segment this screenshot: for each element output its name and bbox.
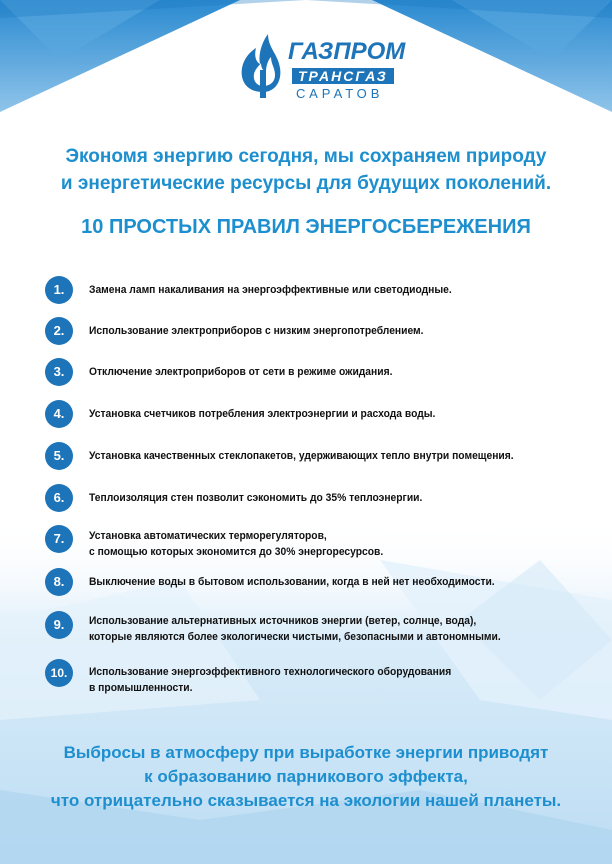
rule-text-line-2: которые являются более экологически чистыми, безопасными и автономными. <box>89 631 501 643</box>
headline-line-2: и энергетические ресурсы для будущих поколений. <box>60 173 552 194</box>
rule-text <box>89 282 549 298</box>
rule-text-line-1: Установка автоматических терморегуляторов, <box>89 530 327 542</box>
rule-text-line-2: с помощью которых экономится до 30% энергоресурсов. <box>89 546 384 558</box>
headline <box>0 143 612 197</box>
rule-text <box>89 613 549 645</box>
rules-title: 10 ПРОСТЫХ ПРАВИЛ ЭНЕРГОСБЕРЕЖЕНИЯ <box>81 216 531 238</box>
rule-text-line-2: в промышленности. <box>89 682 193 694</box>
rule-number-badge: 6. <box>45 484 73 512</box>
flame-icon <box>238 30 288 110</box>
rule-number-badge: 5. <box>45 442 73 470</box>
footer-line-1: Выбросы в атмосферу при выработке энергии приводят <box>63 743 549 762</box>
rule-text-line-1: Отключение электроприборов от сети в режиме ожидания. <box>89 366 393 378</box>
rule-number-badge: 9. <box>45 611 73 639</box>
rule-text-line-1: Теплоизоляция стен позволит сэкономить до 35% теплоэнергии. <box>89 492 423 504</box>
footer-line-2: к образованию парникового эффекта, <box>144 767 468 786</box>
rule-text-line-1: Использование электроприборов с низким энергопотреблением. <box>89 325 424 337</box>
headline-line-1: Экономя энергию сегодня, мы сохраняем природу <box>65 146 547 167</box>
logo-subtitle: ТРАНСГАЗ <box>292 68 394 84</box>
rule-number-badge: 10. <box>45 659 73 687</box>
rule-text-line-1: Использование альтернативных источников энергии (ветер, солнце, вода), <box>89 615 477 627</box>
rule-text-line-1: Установка счетчиков потребления электроэнергии и расхода воды. <box>89 408 436 420</box>
rule-number-badge: 8. <box>45 568 73 596</box>
logo-wordmark: ГАЗПРОМ <box>288 38 406 65</box>
rule-text <box>89 364 549 380</box>
rule-text <box>89 574 549 590</box>
rule-text <box>89 406 549 422</box>
footer-message <box>0 741 612 813</box>
rule-text-line-1: Замена ламп накаливания на энергоэффективные или светодиодные. <box>89 284 452 296</box>
rule-text <box>89 490 549 506</box>
rule-text-line-1: Установка качественных стеклопакетов, удерживающих тепло внутри помещения. <box>89 450 514 462</box>
rule-text <box>89 664 549 696</box>
logo-city: САРАТОВ <box>296 86 384 101</box>
rule-number-badge: 2. <box>45 317 73 345</box>
footer-line-3: что отрицательно сказывается на экологии нашей планеты. <box>50 791 562 810</box>
rule-text <box>89 528 549 560</box>
rule-text <box>89 448 549 464</box>
gazprom-logo <box>238 30 406 110</box>
rule-text <box>89 323 549 339</box>
rule-text-line-1: Использование энергоэффективного технологического оборудования <box>89 666 452 678</box>
rule-number-badge: 3. <box>45 358 73 386</box>
rule-number-badge: 7. <box>45 525 73 553</box>
rule-text-line-1: Выключение воды в бытовом использовании, когда в ней нет необходимости. <box>89 576 495 588</box>
rule-number-badge: 1. <box>45 276 73 304</box>
rule-number-badge: 4. <box>45 400 73 428</box>
